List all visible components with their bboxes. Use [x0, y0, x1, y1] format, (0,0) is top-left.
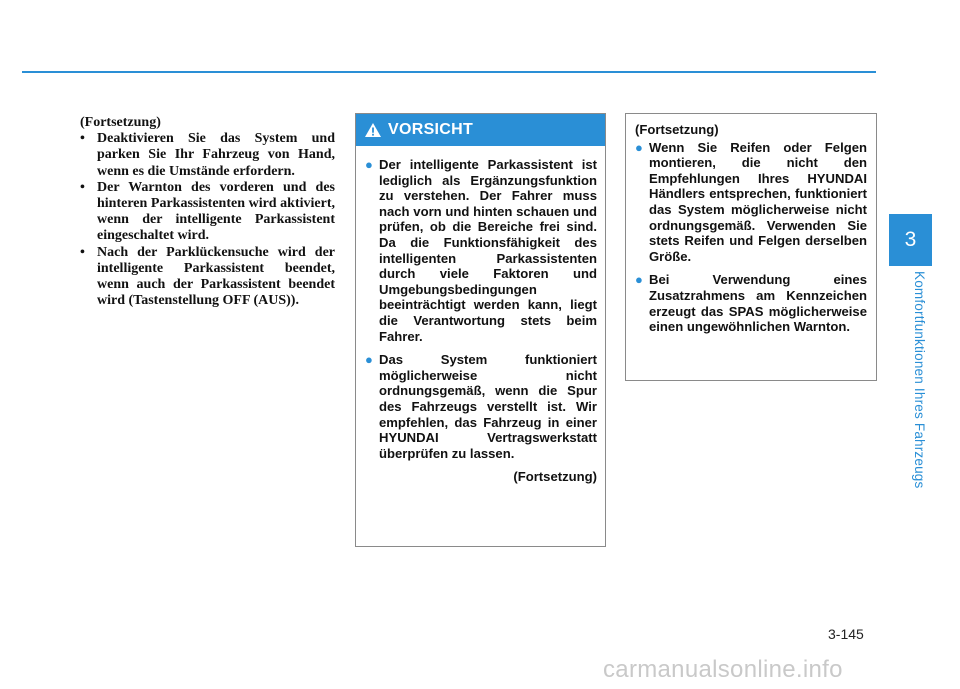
- left-bullet-text: Deaktivieren Sie das System und parken Sie Ihr Fahrzeug von Hand, wenn es die Umstände erfordern.: [97, 131, 335, 179]
- chapter-tab: [889, 214, 932, 266]
- top-rule: [22, 71, 876, 73]
- bullet-icon: ●: [365, 352, 373, 368]
- right-bullet-text: Bei Verwendung eines Zusatzrahmens am Kennzeichen erzeugt das SPAS möglicherweise einen ungewöhnlichen Warnton.: [649, 272, 867, 335]
- caution-bullet-text: Das System funktioniert möglicherweise nicht ordnungsgemäß, wenn die Spur des Fahrzeugs verstellt ist. Wir empfehlen, das Fahrzeug in einer HYUNDAI Vertragswerkstatt überprüfen zu lassen.: [379, 352, 597, 461]
- left-bullet-list: [80, 131, 335, 309]
- caution-bullet-item: [365, 157, 597, 344]
- bullet-icon: ●: [635, 272, 643, 288]
- bullet-icon: •: [80, 244, 85, 260]
- caution-header: [356, 114, 605, 146]
- right-bullet-text: Wenn Sie Reifen oder Felgen montieren, die nicht den Empfehlungen Ihres HYUNDAI Händlers entsprechen, funktioniert das System möglicherweise nicht ordnungsgemäß. Verwenden Sie stets Reifen und Felgen derselben Größe.: [649, 139, 867, 264]
- right-continuation: (Fortsetzung): [635, 122, 719, 137]
- watermark: carmanualsonline.info: [603, 656, 843, 683]
- bullet-icon: ●: [365, 157, 373, 172]
- right-bullet-list: [635, 140, 867, 335]
- caution-continued: (Fortsetzung): [513, 469, 597, 485]
- caution-bullet-list: [365, 157, 597, 461]
- caution-title: VORSICHT: [388, 121, 474, 138]
- chapter-title: Komfortfunktionen Ihres Fahrzeugs: [912, 271, 927, 489]
- left-bullet-text: Der Warnton des vorderen und des hinteren Parkassistenten wird aktiviert, wenn der intelligente Parkassistent eingeschaltet wird.: [97, 179, 335, 244]
- left-column: [80, 115, 335, 309]
- left-bullet-text: Nach der Parklückensuche wird der intelligente Parkassistent beendet, wenn auch der Parkassistent beendet wird (Tastenstellung OFF (AUS)).: [97, 244, 335, 309]
- right-bullet-item: [635, 272, 867, 334]
- left-bullet-item: [80, 245, 335, 310]
- caution-bullet-item: [365, 352, 597, 461]
- caution-box: [355, 113, 606, 547]
- caution-body: [356, 146, 605, 485]
- chapter-number: 3: [904, 228, 917, 251]
- left-bullet-item: [80, 180, 335, 245]
- left-continuation: (Fortsetzung): [80, 115, 161, 130]
- bullet-icon: •: [80, 179, 85, 195]
- warning-triangle-icon: [364, 122, 382, 138]
- bullet-icon: •: [80, 131, 85, 147]
- chapter-title-vertical: [911, 271, 931, 493]
- continued-box: [625, 113, 877, 381]
- caution-bullet-text: Der intelligente Parkassistent ist lediglich als Ergänzungsfunktion zu verstehen. Der Fahrer muss nach vorn und hinten schauen und prüfen, ob die Bereiche frei sind. Da die Funktionsfähigkeit des intelligenten Parkassistenten durch viele Faktoren und Umgebungsbedingungen beeinträchtigt werden kann, liegt die Verantwortung stets beim Fahrer.: [379, 157, 597, 344]
- left-bullet-item: [80, 131, 335, 180]
- right-bullet-item: [635, 140, 867, 265]
- bullet-icon: ●: [635, 139, 643, 155]
- page-number: 3-145: [828, 626, 864, 642]
